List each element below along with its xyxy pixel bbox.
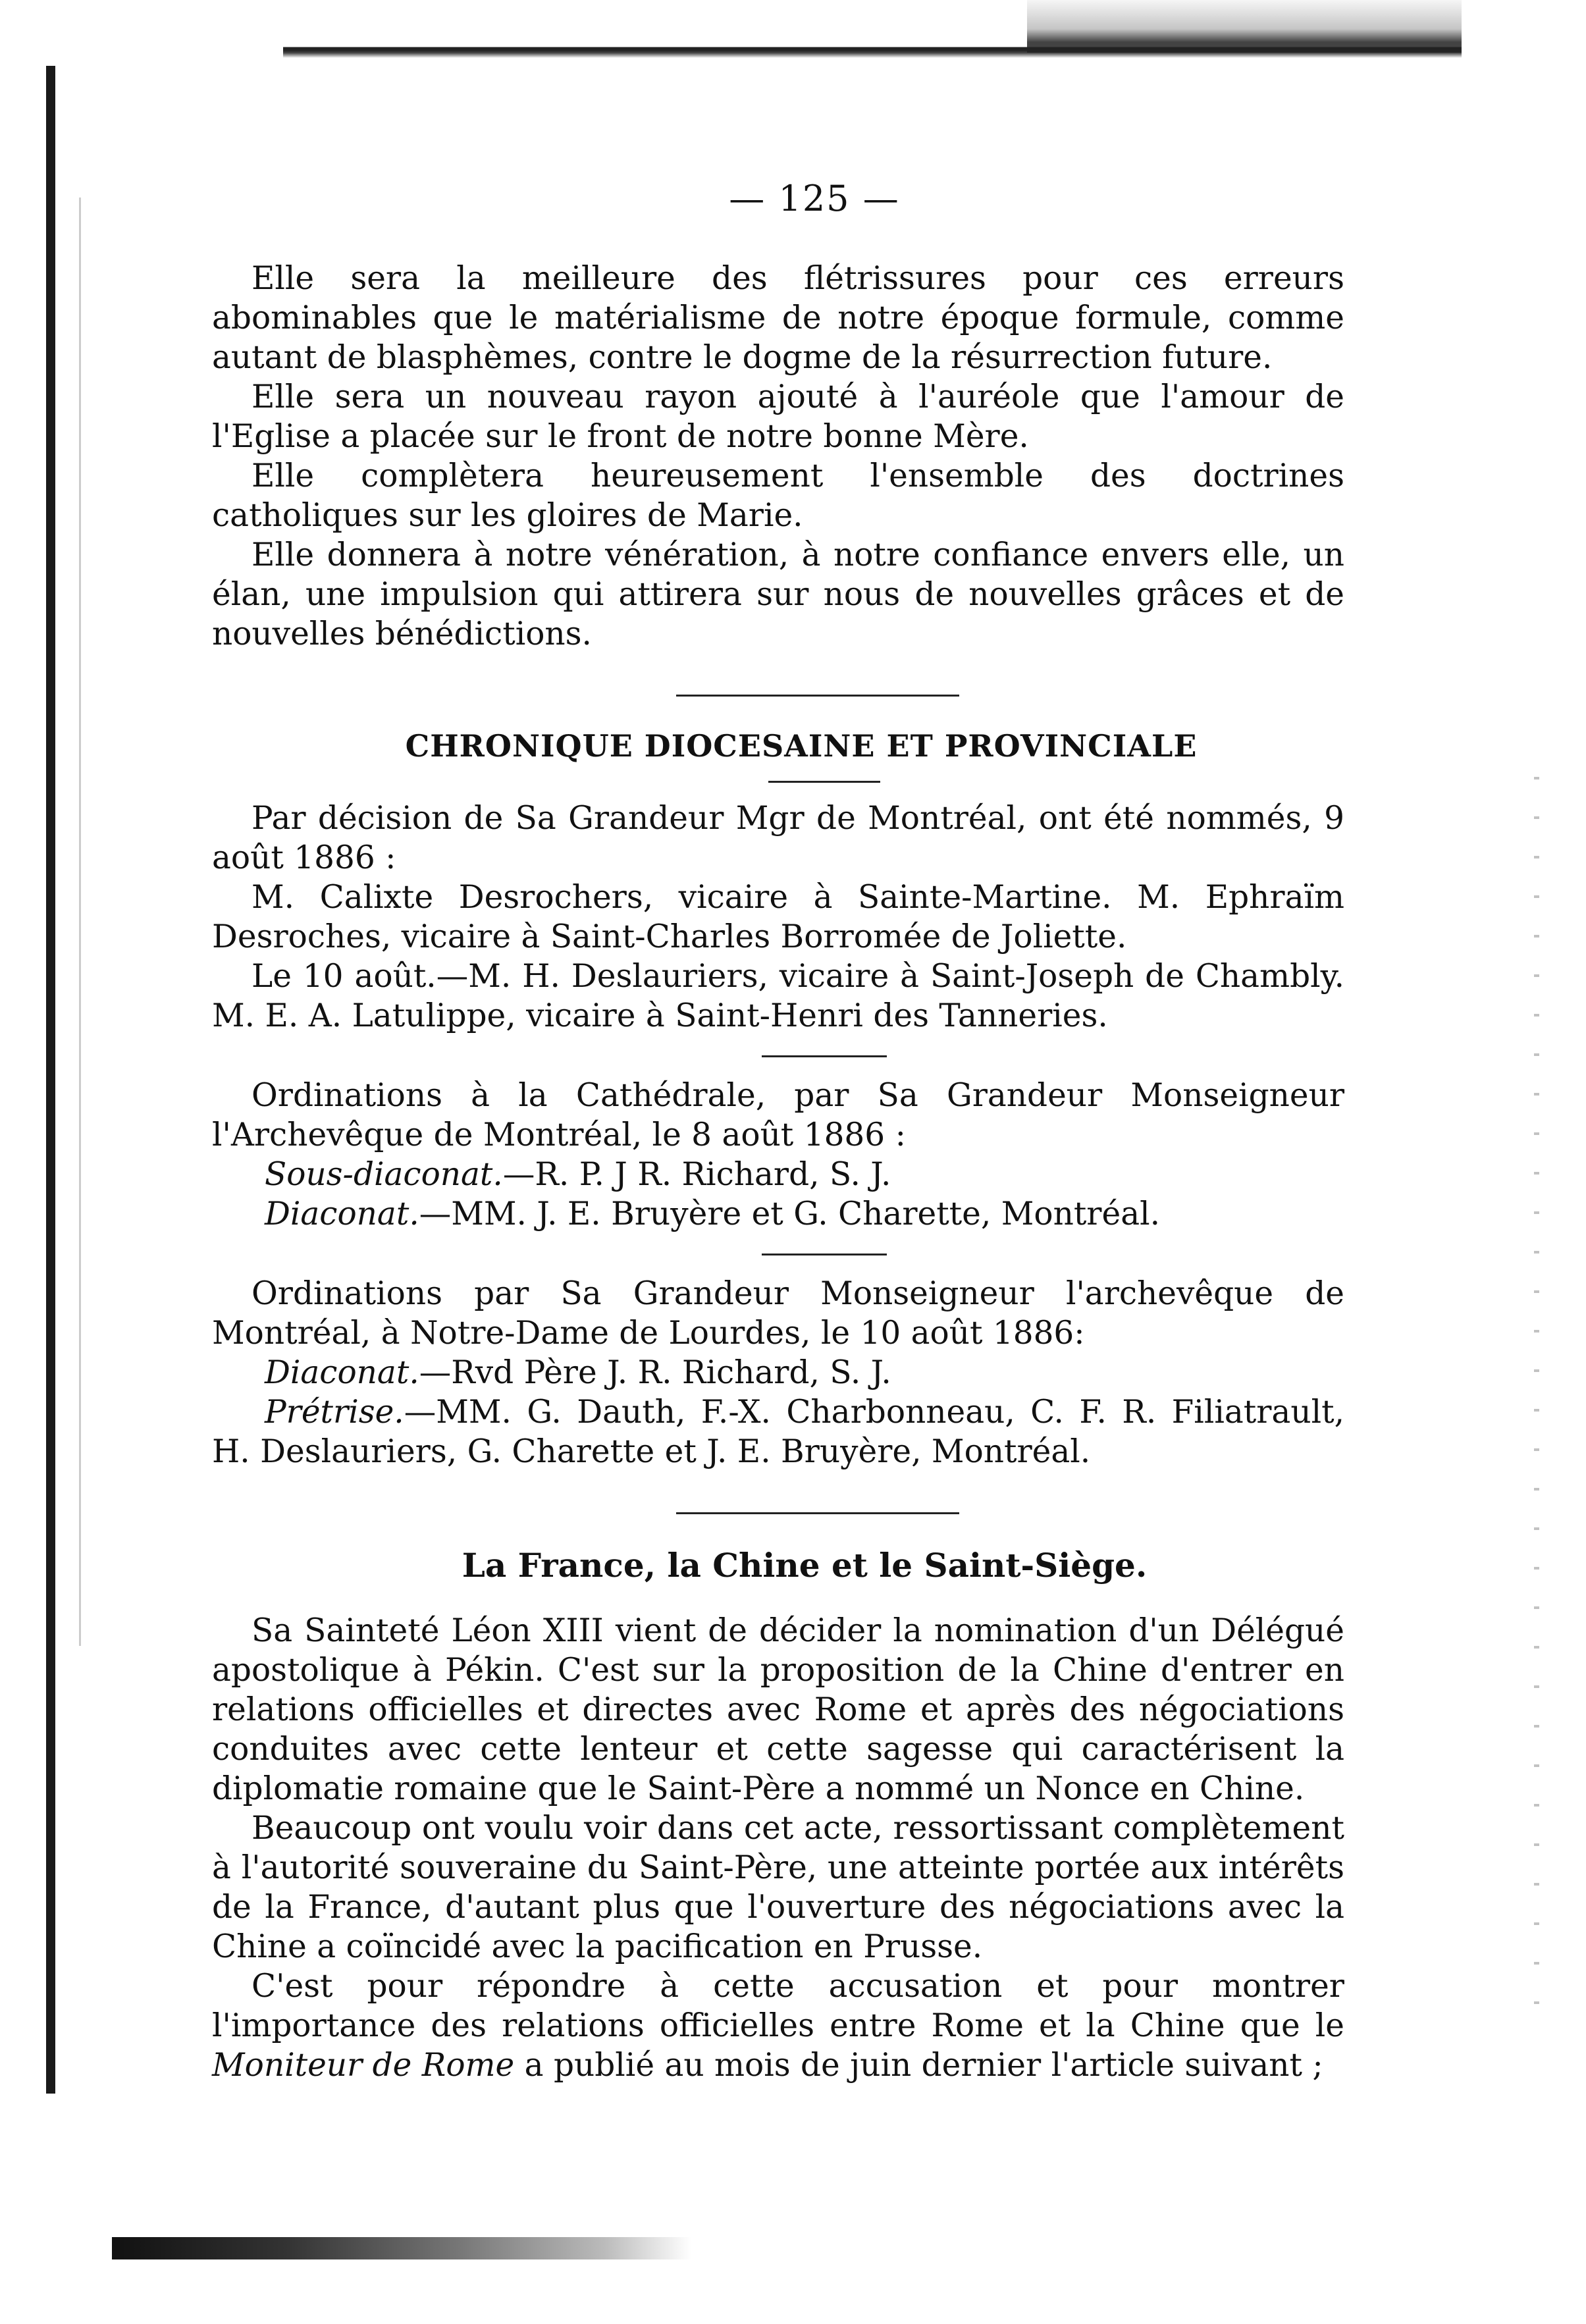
ordination-label: Sous-diaconat. [265, 1156, 503, 1193]
ordination-label: Diaconat. [265, 1196, 419, 1232]
left-scan-line [79, 198, 81, 1646]
section-divider [676, 695, 959, 697]
intro-paragraph-3: Elle complètera heureusement l'ensemble des doctrines catholiques sur les gloires de Marie. [212, 458, 1344, 534]
article-paragraph-2: Beaucoup ont voulu voir dans cet acte, ressortissant complètement à l'autorité souveraine du Saint-Père, une atteinte portée aux intérêts de la France, d'autant plus que l'ouverture des négociations avec la Chine a coïncidé avec la pacification en Prusse. [212, 1810, 1344, 1965]
article-paragraph-1: Sa Sainteté Léon XIII vient de décider la nomination d'un Délégué apostolique à Pékin. C'est sur la proposition de la Chine d'entrer en relations officielles et directes avec Rome et après des négociations conduites avec cette lenteur et cette sagesse qui caractérisent la diplomatie romaine que le Saint-Père a nommé un Nonce en Chine. [212, 1612, 1344, 1807]
journal-title: Moniteur de Rome [212, 2047, 515, 2084]
nominations-item-2: Le 10 août.—M. H. Deslauriers, vicaire à Saint-Joseph de Chambly. M. E. A. Latulippe, vicaire à Saint-Henri des Tanneries. [212, 958, 1344, 1034]
ordination-line [212, 1155, 1344, 1194]
ordination-line [212, 1194, 1344, 1234]
intro-paragraph-1: Elle sera la meilleure des flétrissures pour ces erreurs abominables que le matérialisme de notre époque formule, comme autant de blasphèmes, contre le dogme de la résurrection future. [212, 260, 1344, 376]
top-scan-shadow [1027, 0, 1462, 53]
ordination-text: —MM. J. E. Bruyère et G. Charette, Montréal. [419, 1196, 1161, 1232]
right-scan-specks [1534, 777, 1539, 2028]
ordination-text: —Rvd Père J. R. Richard, S. J. [419, 1354, 891, 1391]
ordination-label: Prétrise. [265, 1394, 404, 1431]
bottom-scan-border [112, 2237, 691, 2259]
ordination-line [212, 1353, 1344, 1392]
ordination-text: —R. P. J R. Richard, S. J. [502, 1156, 891, 1193]
left-scan-border [46, 66, 55, 2094]
ordinations-lourdes-intro: Ordinations par Sa Grandeur Monseigneur l'archevêque de Montréal, à Notre-Dame de Lourdes, le 10 août 1886: [212, 1275, 1344, 1352]
ordination-line [212, 1392, 1344, 1471]
intro-paragraph-4: Elle donnera à notre vénération, à notre confiance envers elle, un élan, une impulsion qui attirera sur nous de nouvelles grâces et de nouvelles bénédictions. [212, 537, 1344, 652]
section-divider [676, 1512, 959, 1514]
nominations-item-1: M. Calixte Desrochers, vicaire à Sainte-Martine. M. Ephraïm Desroches, vicaire à Saint-Charles Borromée de Joliette. [212, 879, 1344, 955]
france-chine-heading: La France, la Chine et le Saint-Siège. [462, 1546, 1148, 1585]
page-number: — 125 — [729, 178, 900, 219]
subsection-divider [762, 1254, 887, 1255]
article-text: a publié au mois de juin dernier l'article suivant ; [514, 2047, 1323, 2084]
article-text: C'est pour répondre à cette accusation et pour montrer l'importance des relations officielles entre Rome et la Chine que le [212, 1968, 1344, 2044]
page-content [212, 178, 1344, 2085]
intro-paragraph-2: Elle sera un nouveau rayon ajouté à l'auréole que l'amour de l'Eglise a placée sur le front de notre bonne Mère. [212, 379, 1344, 455]
nominations-intro: Par décision de Sa Grandeur Mgr de Montréal, ont été nommés, 9 août 1886 : [212, 800, 1344, 876]
ordination-text: —MM. G. Dauth, F.-X. Charbonneau, C. F. R. Filiatrault, H. Deslauriers, G. Charette et J. E. Bruyère, Montréal. [212, 1394, 1344, 1470]
subsection-divider [762, 1055, 887, 1057]
ordination-label: Diaconat. [265, 1354, 419, 1391]
article-paragraph-3 [212, 1967, 1344, 2085]
chronique-heading: CHRONIQUE DIOCESAINE ET PROVINCIALE [405, 728, 1198, 764]
heading-underline [768, 781, 880, 783]
ordinations-cathedrale-intro: Ordinations à la Cathédrale, par Sa Grandeur Monseigneur l'Archevêque de Montréal, le 8 août 1886 : [212, 1077, 1344, 1153]
